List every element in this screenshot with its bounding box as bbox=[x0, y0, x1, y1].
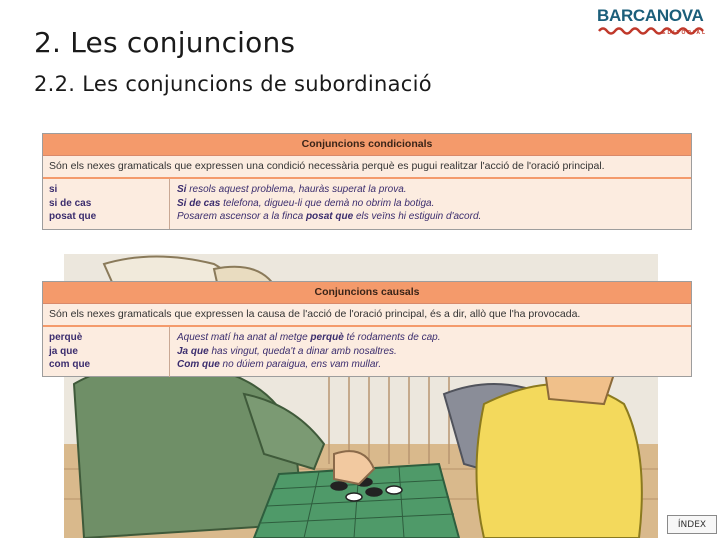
conjunction-list bbox=[43, 327, 170, 377]
table-header: Conjuncions condicionals bbox=[43, 134, 691, 156]
conjunction-item: si de cas bbox=[49, 197, 92, 209]
page-subtitle: 2.2. Les conjuncions de subordinació bbox=[34, 72, 432, 96]
example-sentence: Posarem ascensor a la finca posat que els veïns hi estiguin d'acord. bbox=[177, 211, 482, 222]
table-description: Són els nexes gramaticals que expressen una condició necessària perquè es pugui realitzar l'acció de l'oració principal. bbox=[43, 156, 691, 179]
index-button[interactable]: ÍNDEX bbox=[667, 515, 717, 534]
conjunction-item: perquè bbox=[49, 332, 83, 343]
logo-subtext: EDITORIAL bbox=[662, 30, 707, 36]
table-header: Conjuncions causals bbox=[43, 282, 691, 304]
conjunction-item: posat que bbox=[49, 211, 97, 222]
causal-conjunctions-table bbox=[42, 281, 692, 377]
example-sentence: Com que no dúiem paraigua, ens vam mullar. bbox=[177, 359, 382, 370]
conjunction-item: com que bbox=[49, 359, 91, 370]
page-title: 2. Les conjuncions bbox=[34, 26, 296, 59]
example-list bbox=[171, 327, 691, 377]
example-list bbox=[171, 179, 691, 229]
example-sentence: Ja que has vingut, queda't a dinar amb nosaltres. bbox=[177, 345, 397, 357]
publisher-logo bbox=[597, 6, 713, 40]
conjunction-item: ja que bbox=[49, 345, 78, 357]
table-body bbox=[43, 179, 691, 229]
logo-wordmark: BARCANOVA bbox=[597, 6, 704, 25]
table-description: Són els nexes gramaticals que expressen la causa de l'acció de l'oració principal, és a dir, allò que l'ha provocada. bbox=[43, 304, 691, 327]
conjunction-list bbox=[43, 179, 170, 229]
table-body bbox=[43, 327, 691, 377]
example-sentence: Si de cas telefona, digueu-li que demà no obrim la botiga. bbox=[177, 197, 435, 209]
example-sentence: Aquest matí ha anat al metge perquè té rodaments de cap. bbox=[177, 332, 441, 343]
conjunction-item: si bbox=[49, 184, 58, 195]
conditional-conjunctions-table bbox=[42, 133, 692, 230]
example-sentence: Si resols aquest problema, hauràs superat la prova. bbox=[177, 184, 407, 195]
